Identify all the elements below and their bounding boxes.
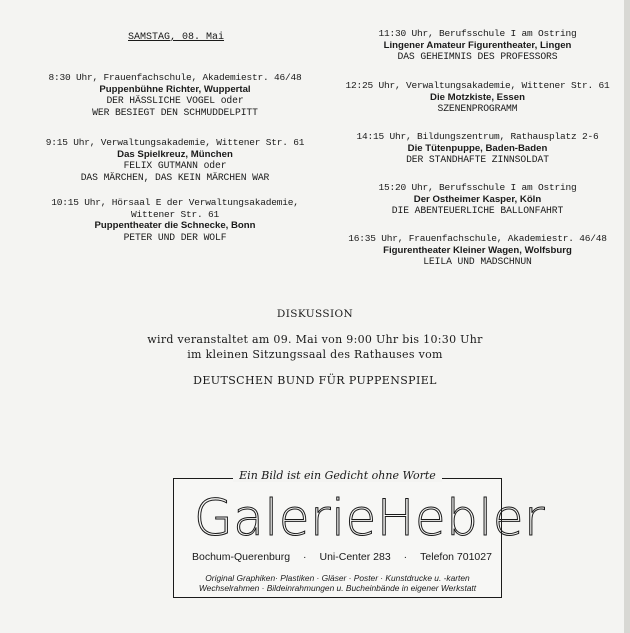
discussion-text: im kleinen Sitzungssaal des Rathauses vom	[187, 348, 443, 361]
gallery-advertisement	[173, 469, 546, 598]
event-organizer: Puppenbühne Richter, Wuppertal	[99, 83, 251, 95]
ad-slogan	[174, 469, 501, 482]
event-entry	[30, 197, 320, 243]
ad-separator: ·	[303, 551, 307, 563]
ad-center: Uni-Center 283	[319, 551, 391, 563]
event-entry	[30, 137, 320, 183]
event-organizer: Die Motzkiste, Essen	[430, 91, 525, 103]
event-title: FELIX GUTMANN oder	[123, 160, 227, 172]
event-title: WER BESIEGT DEN SCHMUDDELPITT	[92, 106, 258, 118]
event-title: LEILA UND MADSCHNUN	[423, 256, 532, 268]
event-time-location: 16:35 Uhr, Frauenfachschule, Akademiestr. 46/48	[348, 233, 607, 244]
discussion-text: wird veranstaltet am 09. Mai von 9:00 Uhr bis 10:30 Uhr	[147, 333, 483, 346]
event-title: SZENENPROGRAMM	[437, 103, 518, 115]
gallery-logo: GalerieHebler	[194, 489, 546, 547]
event-time-location: 12:25 Uhr, Verwaltungsakademie, Wittener Str. 61	[345, 80, 610, 91]
event-title: DIE ABENTEUERLICHE BALLONFAHRT	[391, 205, 564, 217]
event-entry	[330, 233, 625, 268]
event-time-location: 10:15 Uhr, Hörsaal E der Verwaltungsakademie,	[51, 197, 299, 208]
event-title: DAS MÄRCHEN, DAS KEIN MÄRCHEN WAR	[80, 171, 270, 183]
ad-services: Original Graphiken· Plastiken · Gläser · Poster · Kunstdrucke u. -karten	[205, 573, 470, 583]
event-entry	[330, 182, 625, 217]
event-title: PETER UND DER WOLF	[123, 231, 227, 243]
event-title: DAS GEHEIMNIS DES PROFESSORS	[397, 51, 558, 63]
discussion-organizer: DEUTSCHEN BUND FÜR PUPPENSPIEL	[193, 374, 437, 387]
event-time-location: 11:30 Uhr, Berufsschule I am Ostring	[378, 28, 577, 39]
event-organizer: Das Spielkreuz, München	[117, 148, 233, 160]
ad-services: Wechselrahmen · Bildeinrahmungen u. Bucheinbände in eigener Werkstatt	[198, 583, 477, 593]
event-time-location: 8:30 Uhr, Frauenfachschule, Akademiestr. 46/48	[48, 72, 302, 83]
event-organizer: Puppentheater die Schnecke, Bonn	[94, 220, 256, 232]
event-organizer: Die Tütenpuppe, Baden-Baden	[407, 142, 548, 154]
event-entry	[30, 72, 320, 118]
event-time-location: 9:15 Uhr, Verwaltungsakademie, Wittener Str. 61	[45, 137, 305, 148]
ad-separator: ·	[403, 551, 408, 563]
event-organizer: Der Ostheimer Kasper, Köln	[413, 193, 542, 205]
event-time-location: 14:15 Uhr, Bildungszentrum, Rathausplatz 2-6	[356, 131, 599, 142]
event-entry	[330, 80, 625, 115]
event-time-location: 15:20 Uhr, Berufsschule I am Ostring	[378, 182, 577, 193]
event-entry	[330, 131, 625, 166]
event-organizer: Figurentheater Kleiner Wagen, Wolfsburg	[383, 244, 572, 256]
event-organizer: Lingener Amateur Figurentheater, Lingen	[383, 39, 572, 51]
event-title: DER HÄSSLICHE VOGEL oder	[106, 95, 244, 107]
event-time-location: Wittener Str. 61	[130, 208, 219, 220]
discussion-heading: DISKUSSION	[276, 308, 354, 320]
event-entry	[330, 28, 625, 63]
ad-phone: Telefon 701027	[420, 551, 492, 563]
event-title: DER STANDHAFTE ZINNSOLDAT	[406, 154, 549, 166]
ad-slogan-text: Ein Bild ist ein Gedicht ohne Worte	[233, 469, 442, 482]
ad-address	[192, 551, 492, 563]
day-heading: SAMSTAG, 08. Mai	[128, 32, 225, 43]
ad-location: Bochum-Querenburg	[192, 551, 291, 563]
